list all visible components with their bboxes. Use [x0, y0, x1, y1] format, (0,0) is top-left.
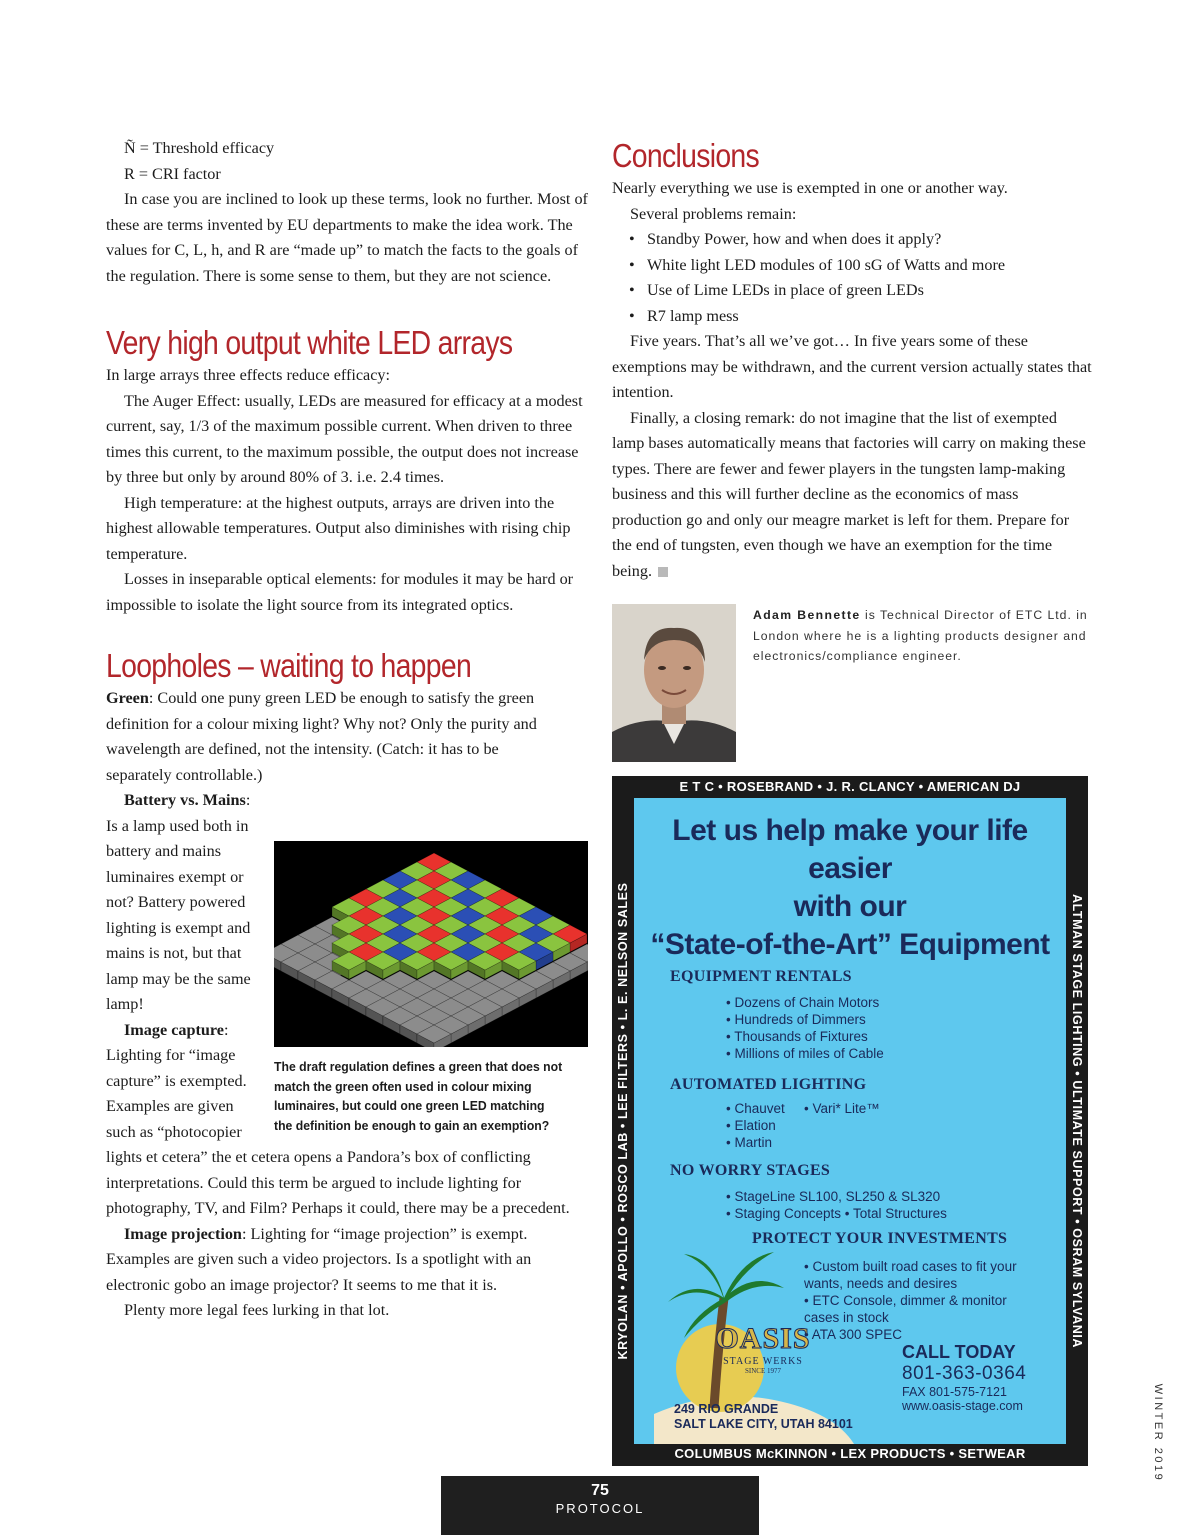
projection-text: : Lighting for “image projection” is exempt. Examples are given such a video projectors. Is a spotlight with an electronic gobo an image projector? It seems to me that it is. — [106, 1224, 532, 1294]
figure-caption: The draft regulation defines a green that does not match the green often used in colour mixing luminaires, but could one green LED matching the definition be enough to gain an exemption? — [274, 1059, 563, 1133]
projection-paragraph — [106, 1222, 590, 1299]
list-item: • Hundreds of Dimmers — [726, 1011, 884, 1028]
capture-text-a: : Lighting for “image capture” is exempted. Examples are given such as “photocopier — [106, 1020, 247, 1141]
issue-season: WINTER 2019 — [1152, 1383, 1164, 1483]
heading-led-arrays: Very high output white LED arrays — [106, 324, 513, 361]
ad-section-protect: PROTECT YOUR INVESTMENTS — [752, 1230, 1008, 1247]
end-mark-icon — [658, 567, 668, 577]
page-footer — [441, 1476, 759, 1535]
list-item: • Martin — [726, 1134, 785, 1151]
oasis-logo-text — [708, 1322, 818, 1375]
led-paragraph-1: In large arrays three effects reduce efficacy: — [106, 366, 391, 384]
green-paragraph — [106, 686, 566, 788]
list-item: • Elation — [726, 1117, 785, 1134]
led-paragraph-auger: The Auger Effect: usually, LEDs are measured for efficacy at a modest current, say, 1/3 of the maximum possible current. When driven to three times this current, to the maximum possible, the output does not increase by three but only by around 80% of 3. i.e. 2.4 times. — [106, 391, 583, 486]
list-item: • Dozens of Chain Motors — [726, 994, 884, 1011]
list-item: • White light LED modules of 100 sG of Watts and more — [612, 253, 1092, 279]
page-number: 75 — [591, 1482, 609, 1499]
ad-left-brands: KRYOLAN • APOLLO • ROSCO LAB • LEE FILTERS • L. E. NELSON SALES — [616, 882, 630, 1360]
conclusions-paragraph-1: Nearly everything we use is exempted in one or another way. — [612, 179, 1008, 197]
led-array-figure — [274, 841, 588, 1047]
ad-top-brands: E T C • ROSEBRAND • J. R. CLANCY • AMERICAN DJ — [679, 779, 1021, 794]
list-item: • Use of Lime LEDs in place of green LEDs — [612, 278, 1092, 304]
led-paragraph-temperature: High temperature: at the highest outputs, arrays are driven into the highest allowable temperatures. Output also diminishes with rising chip temperature. — [106, 493, 571, 563]
definition-r: R = CRI factor — [124, 164, 221, 183]
battery-text: : Is a lamp used both in battery and mains luminaires exempt or not? Battery powered lighting is exempt and mains is not, but that lamp may be the same lamp! — [106, 791, 251, 1013]
publication-name: PROTOCOL — [555, 1501, 645, 1516]
ad-fax: FAX 801-575-7121 — [902, 1385, 1007, 1399]
green-lead: Green — [106, 689, 149, 707]
ad-call-today: CALL TODAY — [902, 1342, 1016, 1362]
ad-headline-line3: “State-of-the-Art” Equipment — [650, 928, 1050, 961]
narrow-wrap — [106, 788, 264, 1145]
list-item: • Chauvet — [726, 1100, 785, 1117]
ad-rentals-list — [726, 994, 884, 1062]
ad-right-brands: ALTMAN STAGE LIGHTING • ULTIMATE SUPPORT • OSRAM SYLVANIA — [1070, 893, 1084, 1349]
left-column — [106, 136, 590, 1324]
oasis-sub: STAGE WERKS — [723, 1356, 803, 1367]
projection-lead: Image projection — [124, 1224, 242, 1243]
ad-website: www.oasis-stage.com — [902, 1399, 1023, 1413]
list-item: • Standby Power, how and when does it apply? — [612, 227, 1092, 253]
capture-paragraph-b: lights et cetera” the et cetera opens a Pandora’s box of conflicting interpretations. Could this term be argued to include lighting for photography, TV, and Film? Perhaps it could, there may be a precedent. — [106, 1148, 570, 1217]
green-text: : Could one puny green LED be enough to satisfy the green definition for a colour mixing light? Why not? Only the purity and wavelength are defined, not the intensity. (Catch: it has to be separately controllable.) — [106, 689, 537, 784]
ad-automated-list — [726, 1100, 785, 1151]
battery-paragraph — [106, 788, 264, 1018]
ad-panel — [634, 798, 1066, 1444]
list-item: • Custom built road cases to fit your wants, needs and desires — [804, 1258, 1044, 1292]
list-item: • R7 lamp mess — [612, 304, 1092, 330]
list-item: • ETC Console, dimmer & monitor cases in stock — [804, 1292, 1044, 1326]
author-name: Adam Bennette — [753, 608, 861, 622]
heading-conclusions: Conclusions — [612, 137, 760, 174]
oasis-since: SINCE 1977 — [745, 1367, 781, 1375]
conclusions-paragraph-4 — [612, 406, 1092, 585]
conclusions-text-4: Finally, a closing remark: do not imagine that the list of exempted lamp bases automatically means that factories will carry on making these types. There are fewer and fewer players in the tungsten lamp-making business and this will further decline as the economics of mass production go and only our meagre market is left for them. Prepare for the end of tungsten, even though we have an exemption for the time being. — [612, 408, 1086, 580]
list-item: • Millions of miles of Cable — [726, 1045, 884, 1062]
list-item: • StageLine SL100, SL250 & SL320 — [726, 1188, 947, 1205]
definition-n: Ñ = Threshold efficacy — [124, 139, 275, 157]
list-item: • ATA 300 SPEC — [804, 1326, 1044, 1343]
conclusions-paragraph-2: Several problems remain: — [630, 204, 797, 223]
ad-headline — [634, 812, 1066, 964]
ad-stages-list — [726, 1188, 947, 1222]
closing-paragraph: Plenty more legal fees lurking in that lot. — [124, 1301, 390, 1319]
oasis-name: OASIS — [715, 1322, 811, 1355]
right-column — [612, 136, 1092, 584]
author-photo — [612, 604, 736, 762]
ad-headline-line2: with our — [793, 890, 907, 923]
led-array-illustration — [274, 841, 588, 1047]
ad-section-rentals: EQUIPMENT RENTALS — [670, 968, 852, 985]
capture-lead: Image capture — [124, 1020, 224, 1039]
author-bio — [753, 605, 1093, 667]
ad-headline-line1: Let us help make your life easier — [672, 814, 1028, 885]
ad-section-automated: AUTOMATED LIGHTING — [670, 1076, 867, 1093]
oasis-advertisement — [612, 776, 1088, 1466]
ad-address-line2: SALT LAKE CITY, UTAH 84101 — [674, 1417, 853, 1431]
conclusions-paragraph-3: Five years. That’s all we’ve got… In five years some of these exemptions may be withdrawn, and the current version actually states that intention. — [612, 332, 1092, 401]
ad-bottom-brands: COLUMBUS McKINNON • LEX PRODUCTS • SETWEAR — [674, 1446, 1026, 1461]
heading-loopholes: Loopholes – waiting to happen — [106, 647, 472, 684]
problems-list — [612, 227, 1092, 329]
ad-contact — [902, 1342, 1062, 1413]
ad-section-stages: NO WORRY STAGES — [670, 1162, 831, 1179]
battery-lead: Battery vs. Mains — [124, 791, 246, 809]
ad-address — [674, 1402, 853, 1432]
ad-address-line1: 249 RIO GRANDE — [674, 1402, 779, 1416]
list-item: • Staging Concepts • Total Structures — [726, 1205, 947, 1222]
author-portrait-image — [612, 604, 736, 762]
ad-phone: 801-363-0364 — [902, 1363, 1027, 1384]
led-paragraph-optics: Losses in inseparable optical elements: for modules it may be hard or impossible to isolate the light source from its integrated optics. — [106, 570, 574, 614]
intro-paragraph: In case you are inclined to look up these terms, look no further. Most of these are terms invented by EU departments to make the idea work. The values for C, L, h, and R are “made up” to match the facts to the goals of the regulation. There is some sense to them, but they are not science. — [106, 190, 588, 285]
ad-automated-extra: • Vari* Lite™ — [804, 1101, 880, 1116]
list-item: • Thousands of Fixtures — [726, 1028, 884, 1045]
author-description: is Technical Director of ETC Ltd. in London where he is a lighting products designer and electronics/compliance engineer. — [753, 608, 1088, 663]
capture-paragraph-a — [106, 1018, 264, 1146]
